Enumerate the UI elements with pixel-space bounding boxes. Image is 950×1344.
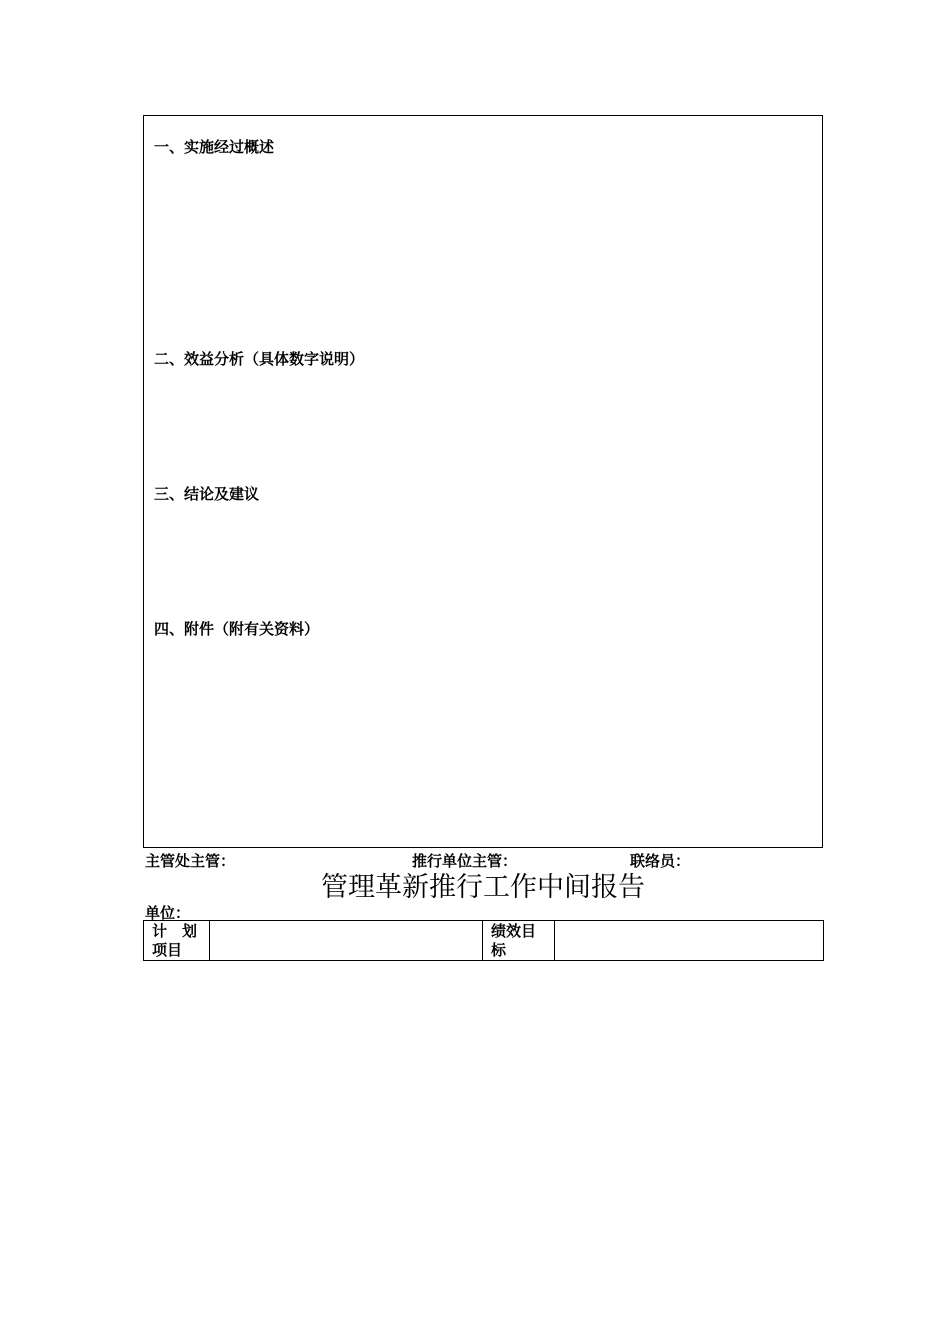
unit-supervisor-signature-label: 推行单位主管：: [412, 852, 518, 870]
plan-item-value[interactable]: [210, 921, 483, 961]
unit-label: 单位：: [145, 904, 191, 922]
section-heading-conclusion: 三、结论及建议: [154, 485, 260, 503]
performance-target-value[interactable]: [555, 921, 824, 961]
dept-supervisor-signature-label: 主管处主管：: [145, 852, 236, 870]
plan-item-label: 计 划项目: [144, 921, 210, 961]
section-heading-benefit: 二、效益分析（具体数字说明）: [154, 350, 365, 368]
report-content-box: [143, 115, 823, 848]
performance-target-label: 绩效目标: [483, 921, 555, 961]
section-heading-overview: 一、实施经过概述: [154, 138, 275, 156]
table-row: [144, 921, 824, 961]
document-title: 管理革新推行工作中间报告: [321, 872, 645, 903]
plan-info-table: [143, 920, 824, 961]
liaison-signature-label: 联络员：: [630, 852, 691, 870]
section-heading-attachment: 四、附件（附有关资料）: [154, 620, 320, 638]
